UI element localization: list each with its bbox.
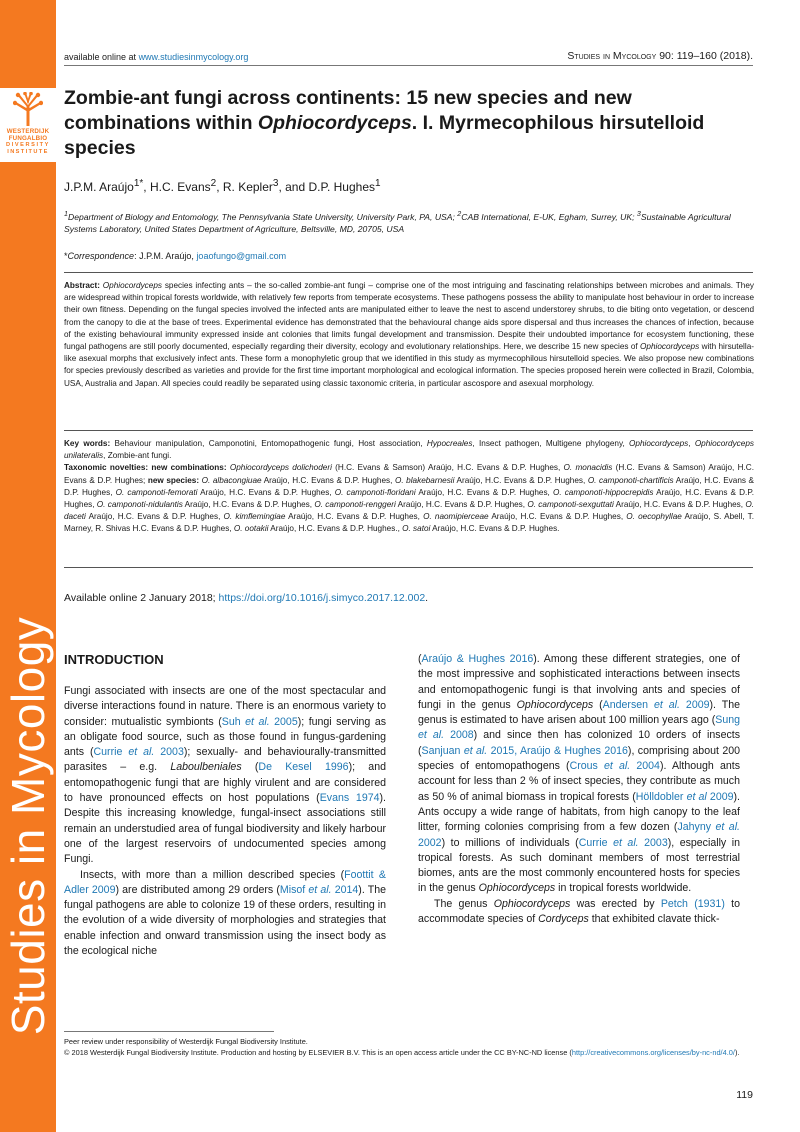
keyword-text: , Zombie-ant fungi.: [103, 451, 172, 461]
intro-column-left: [64, 684, 386, 959]
author-separator: ,: [143, 180, 150, 194]
section-heading: INTRODUCTION: [64, 652, 164, 667]
journal-vertical-title: Studies in Mycology: [2, 616, 54, 1036]
citation-link[interactable]: Sung et al. 2008: [418, 714, 740, 742]
citation-link[interactable]: De Kesel 1996: [258, 761, 349, 774]
affiliation-marker: 3: [636, 210, 641, 218]
citation-link[interactable]: Evans 1974: [319, 792, 380, 805]
abstract-text: with hirsutella-like asexual morphs that exclusively infect ants. These form a monophyletic group that we identified in this study as myrmecophilous hirsutelloid species. We also propose new combinations for species previously described as varieties and provide for the first time important morphological and ecological information. The species proposed herein were collected in Brazil, Colombia, USA, Australia and Japan. All species could readily be separated using classic taxonomic criteria, in particular ascospore and asexual morphology.: [64, 342, 754, 388]
keyword-text: ,: [688, 439, 695, 448]
author-affiliation-marker: 3: [272, 178, 279, 189]
author-list: [64, 178, 381, 194]
keyword-italic: Ophiocordyceps unilateralis: [64, 439, 754, 461]
keywords-label: Key words:: [64, 439, 115, 448]
affiliations: [64, 208, 754, 235]
body-paragraph: (Araújo & Hughes 2016). Among these different strategies, one of the most impressive and sophisticated interactions between insects and entomopathogenic fungi is that involving ants and species of fungi in the genus Ophiocordyceps (Andersen et al. 2009). The genus is estimated to have arisen about 100 million years ago (Sung et al. 2008) and since then has colonized 10 orders of insects (Sanjuan et al. 2015, Araújo & Hughes 2016), comprising about 200 species of entomopathogens (Crous et al. 2004). Although ants account for less than 2 % of insect species, they contribute as much as 50 % of animal biomass in tropical forests (Hölldobler et al 2009). Ants occupy a wide range of habitats, from high canopy to the leaf litter, forming colonies comprising from a few dozen (Jahyny et al. 2002) to millions of individuals (Currie et al. 2003), especially in tropical forests. As such dominant members of most terrestrial biomes, ants are the most commonly encountered hosts for species in the genus Ophiocordyceps in tropical forests worldwide.: [418, 653, 741, 895]
citation-link[interactable]: Foottit & Adler 2009: [64, 868, 386, 896]
affiliation-marker: 2: [457, 210, 462, 218]
affiliation-marker: 1: [64, 210, 68, 218]
available-online-line: [64, 592, 428, 604]
correspondence-name: : J.P.M. Araújo,: [134, 251, 197, 261]
abstract: [64, 280, 754, 390]
section-divider: [64, 272, 753, 273]
author-name: D.P. Hughes: [308, 180, 375, 194]
body-paragraph: Fungi associated with insects are one of the most spectacular and diverse interactions found in nature. There is an enormous variety to consider: mutualistic symbionts (Suh et al. 2005); fungi serving as an obligate food source, such as those found in fungus-gardening ants (Currie et al. 2003); sexually- and behaviourally-transmitted parasites – e.g. Laboulbeniales (De Kesel 1996); and entomopathogenic fungi that are highly virulent and are considered to have pronounced effects on host populations (Evans 1974). Despite this increasing knowledge, fungal-insect associations still remain an understudied area of fungal biodiversity and likely harbour one of the largest reservoirs of undocumented species among Fungi.: [64, 685, 387, 866]
abstract-text: species infecting ants – the so-called zombie-ant fungi – comprise one of the most intriguing and fascinating relationships between microbes and animals. They are widespread within tropical forests worldwide, with relatively few reports from temperate ecosystems. These pathogens possess the ability to manipulate host behaviour in order to increase their own fitness. Depending on the fungal species involved the infected ants are manipulated either to leave the nest to ascend understorey shrubs, to die biting onto vegetation, or descend from the canopy to die at the base of trees. Experimental evidence has demonstrated that the behavioural change aids spore dispersal and thus increases the chances of infection, because of the existing behavioural immunity expressed inside ant colonies that limits fungal development and transmission. Despite their undoubted importance for ecosystem functioning, these fungal pathogens are still poorly documented, especially regarding their diversity, ecology and evolutionary relationships. Here, we describe 15 new species of: [64, 281, 754, 352]
taxonomic-label: Taxonomic novelties: new combinations:: [64, 463, 230, 473]
affiliation-text: Department of Biology and Entomology, The Pennsylvania State University, University Park, PA, USA;: [67, 211, 458, 222]
abstract-genus: Ophiocordyceps: [640, 342, 700, 352]
author-affiliation-marker: 1*: [133, 178, 144, 189]
abstract-genus: Ophiocordyceps: [102, 281, 162, 290]
footnote-rule: [64, 1031, 274, 1032]
affiliation-text: CAB International, E-UK, Egham, Surrey, UK;: [461, 211, 637, 222]
copyright-end: ).: [734, 1048, 740, 1057]
mushroom-tree-icon: [13, 92, 43, 126]
correspondence-label: Correspondence: [67, 251, 135, 261]
header-rule: [64, 65, 753, 66]
institute-logo: [0, 88, 56, 162]
keyword-italic: Hypocreales: [426, 439, 473, 448]
author-affiliation-marker: 2: [210, 178, 217, 189]
logo-text-line4: INSTITUTE: [7, 149, 49, 155]
keyword-text: Behaviour manipulation, Camponotini, Entomopathogenic fungi, Host association,: [114, 439, 427, 448]
citation-link[interactable]: Crous et al. 2004: [569, 760, 660, 773]
citation-link[interactable]: Currie et al. 2003: [578, 836, 668, 849]
availability-line: [64, 52, 248, 62]
body-paragraph: The genus Ophiocordyceps was erected by Petch (1931) to accommodate species of Cordyceps that exhibited clavate thick-: [418, 897, 740, 926]
availability-prefix: available online at: [64, 52, 139, 62]
doi-link[interactable]: https://doi.org/10.1016/j.simyco.2017.12.002: [218, 592, 426, 604]
license-link[interactable]: http://creativecommons.org/licenses/by-nc-nd/4.0/: [571, 1048, 735, 1057]
citation-link[interactable]: Misof et al. 2014: [279, 883, 359, 896]
citation-link[interactable]: Hölldobler et al 2009: [635, 790, 734, 803]
author-separator: ,: [216, 180, 223, 194]
citation-link[interactable]: Araújo & Hughes 2016: [421, 653, 534, 665]
body-paragraph: Insects, with more than a million described species (Foottit & Adler 2009) are distributed among 29 orders (Misof et al. 2014). The fungal pathogens are able to colonize 19 of these orders, resulting in the evolution of a wide diversity of morphologies and strategies that enable infection and onward transmission using the insect body as the ecological niche: [64, 868, 386, 958]
logo-text-line3: DIVERSITY: [6, 142, 50, 148]
keywords: [64, 438, 754, 462]
footnote: [64, 1036, 754, 1058]
title-genus: Ophiocordyceps: [257, 112, 412, 134]
keyword-text: , Insect pathogen, Multigene phylogeny,: [472, 439, 630, 448]
citation-link[interactable]: Petch (1931): [660, 897, 725, 910]
author-name: J.P.M. Araújo: [64, 180, 134, 194]
author-separator: , and: [278, 180, 309, 194]
article-title: [64, 86, 744, 161]
citation-link[interactable]: Jahyny et al. 2002: [418, 821, 740, 849]
logo-text-line2: FUNGALBIO: [8, 135, 48, 142]
taxonomic-novelties: [64, 462, 754, 535]
abstract-label: Abstract:: [64, 281, 103, 290]
peer-review-note: Peer review under responsibility of Westerdijk Fungal Biodiversity Institute.: [64, 1037, 308, 1046]
section-divider: [64, 567, 753, 568]
title-part2: . I. Myrmecophilous hirsutelloid species: [64, 112, 705, 159]
citation-link[interactable]: Sanjuan et al. 2015, Araújo & Hughes 2016: [421, 744, 628, 757]
page-number: 119: [736, 1089, 753, 1101]
copyright-text: © 2018 Westerdijk Fungal Biodiversity Institute. Production and hosting by ELSEVIER B.V. This is an open access article under the CC BY-NC-ND license (: [64, 1048, 572, 1057]
logo-text-line1: WESTERDIJK: [6, 128, 50, 135]
correspondence: *Correspondence: J.P.M. Araújo, joaofungo@gmail.com: [64, 251, 287, 261]
affiliation-text: Sustainable Agricultural Systems Laboratory, United States Department of Agriculture, Beltsville, MD, 20705, USA: [64, 211, 731, 234]
correspondence-email-link[interactable]: joaofungo@gmail.com: [196, 251, 287, 261]
citation-link[interactable]: Andersen et al. 2009: [602, 698, 710, 711]
journal-website-link[interactable]: www.studiesinmycology.org: [138, 52, 249, 62]
online-end: .: [425, 592, 429, 604]
citation-link[interactable]: Currie et al. 2003: [93, 746, 184, 759]
author-affiliation-marker: 1: [375, 178, 381, 189]
keywords-block: [64, 438, 754, 536]
journal-citation: Studies in Mycology 90: 119–160 (2018).: [567, 50, 753, 62]
keyword-italic: Ophiocordyceps: [629, 439, 689, 448]
taxonomic-list: Ophiocordyceps dolichoderi (H.C. Evans & Samson) Araújo, H.C. Evans & D.P. Hughes, O. monacidis (H.C. Evans & Samson) Araújo, H.C. Evans & D.P. Hughes; new species: O. albacongiuae Araújo, H.C. Evans & D.P. Hughes, O. blakebarnesii Araújo, H.C. Evans & D.P. Hughes, O. camponoti-chartificis Araújo, H.C. Evans & D.P. Hughes, O. camponoti-femorati Araújo, H.C. Evans & D.P. Hughes, O. camponoti-floridani Araújo, H.C. Evans & D.P. Hughes, O. camponoti-hippocrepidis Araújo, H.C. Evans & D.P. Hughes, O. camponoti-nidulantis Araújo, H.C. Evans & D.P. Hughes, O. camponoti-renggeri Araújo, H.C. Evans & D.P. Hughes, O. camponoti-sexguttati Araújo, H.C. Evans & D.P. Hughes, O. daceti Araújo, H.C. Evans & D.P. Hughes, O. kimflemingiae Araújo, H.C. Evans & D.P. Hughes, O. naomipierceae Araújo, H.C. Evans & D.P. Hughes, O. oecophyllae Araújo, S. Abell, T. Marney, R. Shivas H.C. Evans & D.P. Hughes, O. ootakii Araújo, H.C. Evans & D.P. Hughes., O. satoi Araújo, H.C. Evans & D.P. Hughes.: [64, 463, 755, 534]
author-name: H.C. Evans: [149, 180, 211, 194]
citation-link[interactable]: Suh et al. 2005: [221, 715, 298, 728]
author-name: R. Kepler: [222, 180, 273, 194]
online-date: Available online 2 January 2018;: [64, 592, 219, 604]
copyright-note: [64, 1047, 754, 1058]
section-divider: [64, 430, 753, 431]
intro-column-right: [418, 652, 740, 927]
journal-sidebar: [0, 0, 56, 1132]
title-part1: Zombie-ant fungi across continents: 15 new species and new combinations within: [64, 87, 632, 134]
